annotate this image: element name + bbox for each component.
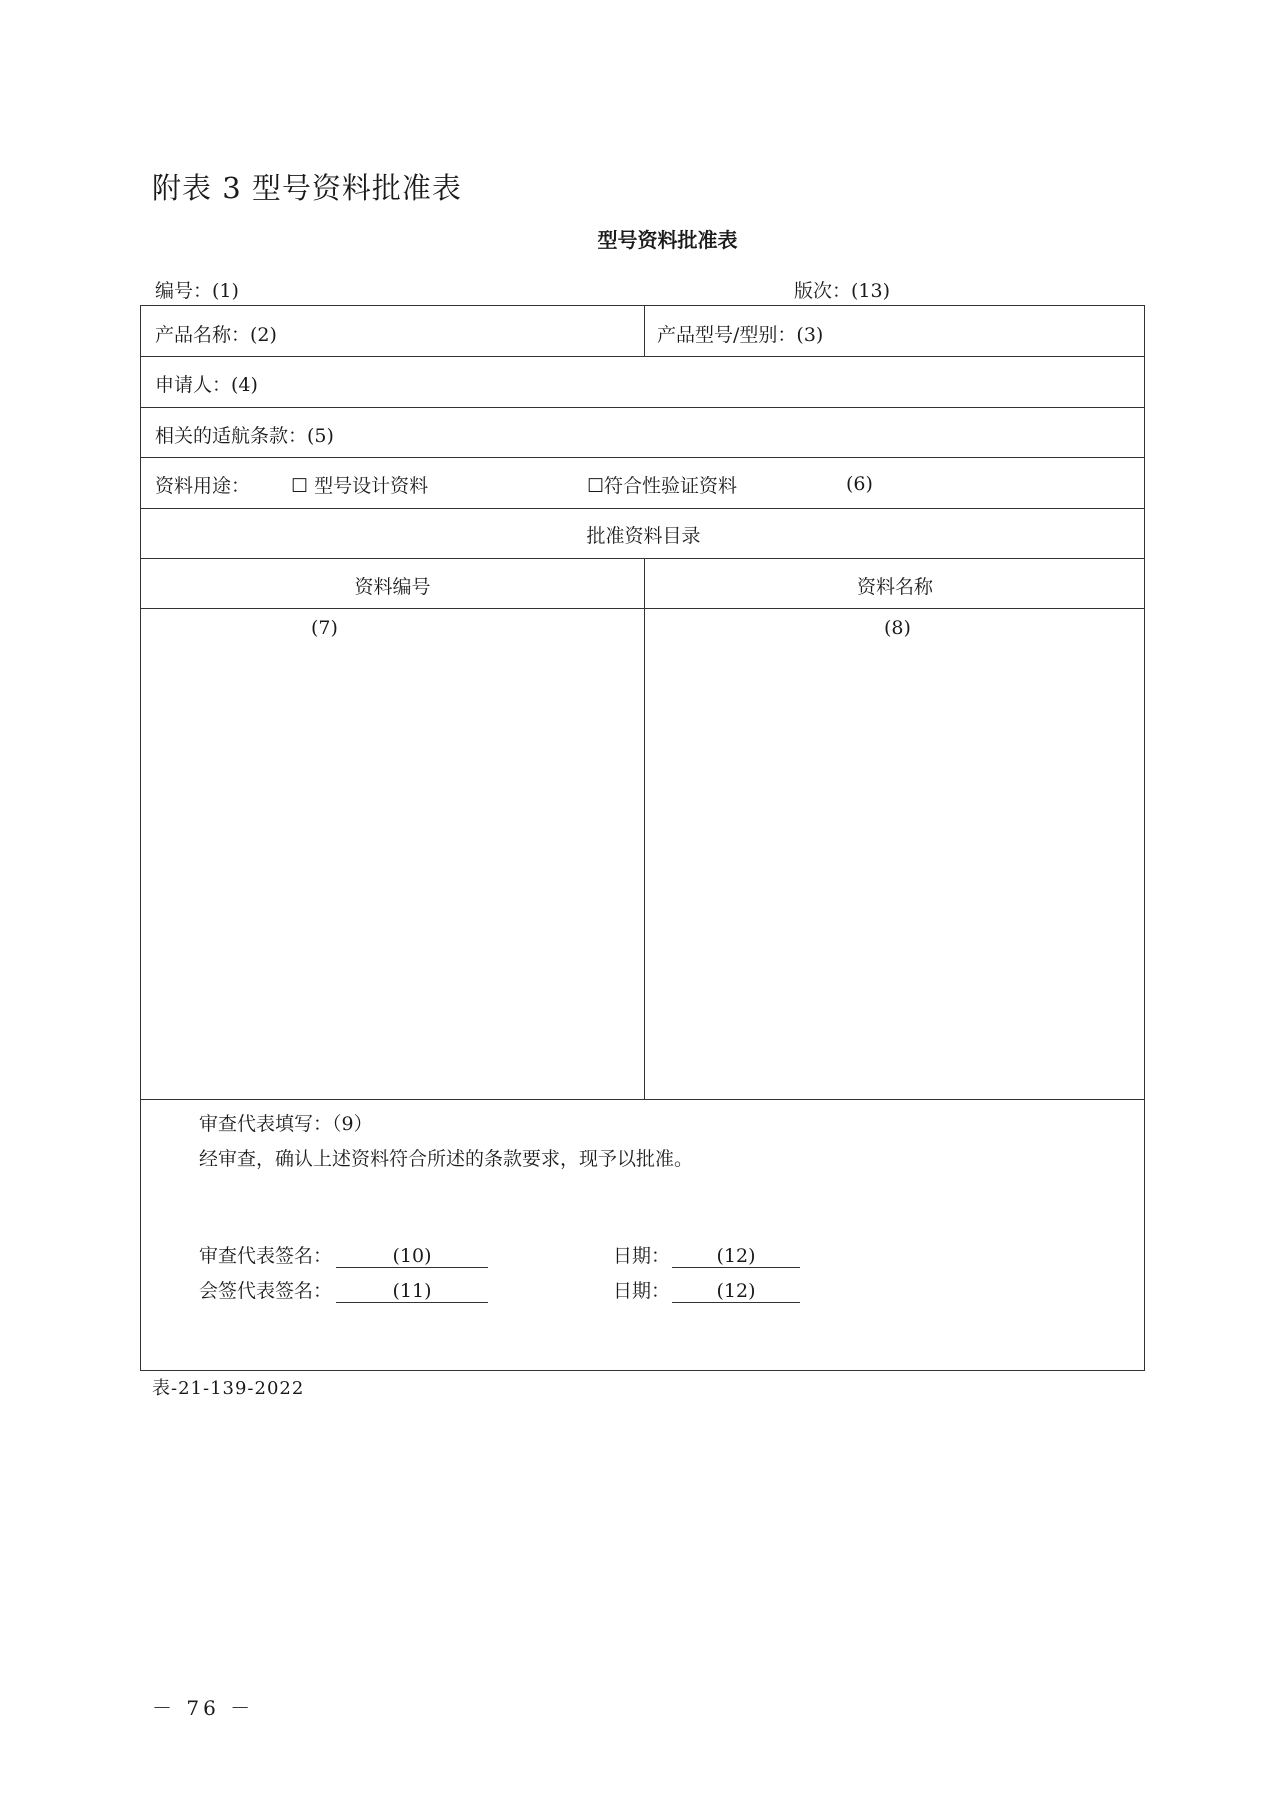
column-divider [644,558,645,1099]
reviewer-date-field[interactable]: (12) [672,1245,800,1268]
row-divider [141,356,1144,357]
airworthiness-clauses-field: 相关的适航条款：(5) [155,425,334,447]
cosign-date-label: 日期： [613,1280,671,1302]
product-model-field: 产品型号/型别：(3) [657,324,824,346]
cosign-signature-row [199,1276,488,1303]
cosign-signature-field[interactable]: (11) [336,1280,488,1303]
row-divider [141,608,1144,609]
product-name-field: 产品名称：(2) [155,324,277,346]
form-number: 编号：(1) [155,280,239,302]
review-statement: 经审查，确认上述资料符合所述的条款要求，现予以批准。 [199,1148,694,1170]
row-divider [141,508,1144,509]
purpose-marker: (6) [846,473,873,495]
row-divider [141,407,1144,408]
catalog-title: 批准资料目录 [586,525,701,547]
reviewer-date-row [613,1241,800,1268]
reviewer-signature-field[interactable]: (10) [336,1245,488,1268]
form-title: 型号资料批准表 [597,228,738,252]
doc-name-cell: (8) [884,617,911,639]
row-divider [141,457,1144,458]
row-divider [141,1099,1144,1100]
cosign-signature-label: 会签代表签名： [199,1280,333,1302]
form-version: 版次：(13) [794,280,891,302]
cosign-date-field[interactable]: (12) [672,1280,800,1303]
column-divider [644,306,645,356]
applicant-field: 申请人：(4) [155,374,258,396]
purpose-option-type-design[interactable]: ☐ 型号设计资料 [291,475,429,497]
doc-number-cell: (7) [311,617,338,639]
cosign-date-row [613,1276,800,1303]
review-fill-label: 审查代表填写：（9） [199,1113,373,1135]
appendix-heading: 附表 3 型号资料批准表 [152,171,462,205]
reviewer-date-label: 日期： [613,1245,671,1267]
approval-form-table [140,305,1145,1371]
reviewer-signature-label: 审查代表签名： [199,1245,333,1267]
row-divider [141,558,1144,559]
page-number: － 76 － [152,1696,255,1720]
form-code: 表-21-139-2022 [152,1378,305,1399]
purpose-option-compliance[interactable]: ☐符合性验证资料 [587,475,738,497]
col-header-doc-name: 资料名称 [856,576,933,598]
col-header-doc-number: 资料编号 [354,576,431,598]
reviewer-signature-row [199,1241,488,1268]
purpose-label: 资料用途： [155,475,251,497]
